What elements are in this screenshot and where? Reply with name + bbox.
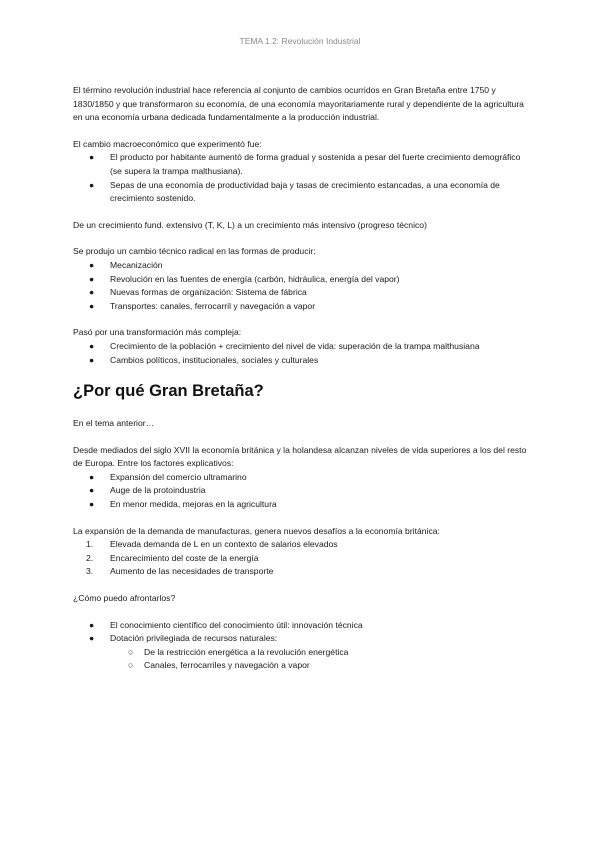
- bullet-icon: ●: [89, 485, 95, 496]
- factors-section: [73, 444, 533, 512]
- bullet-icon: ●: [89, 273, 95, 284]
- list-item: [73, 273, 533, 287]
- technical-section: [73, 245, 533, 313]
- list-item-text: Crecimiento de la población + crecimiento del nivel de vida: superación de la trampa malthusiana: [110, 340, 480, 351]
- list-item: [73, 552, 533, 566]
- list-item: [73, 538, 533, 552]
- list-item-text: Encarecimiento del coste de la energía: [110, 552, 259, 563]
- list-item: [73, 471, 533, 485]
- list-item: [73, 259, 533, 273]
- sub-list-item: [73, 659, 533, 673]
- list-item-text: Transportes: canales, ferrocarril y navegación a vapor: [110, 300, 316, 311]
- list-item: [73, 151, 533, 178]
- macro-section: [73, 138, 533, 206]
- factors-lead: Desde mediados del siglo XVII la economía británica y la holandesa alcanzan niveles de vida superiores a los del resto de Europa. Entre los factores explicativos:: [73, 444, 527, 469]
- question-line: ¿Cómo puedo afrontarlos?: [73, 593, 176, 604]
- list-item-text: Mecanización: [110, 259, 163, 270]
- hollow-bullet-icon: ○: [128, 646, 134, 657]
- list-item: [73, 498, 533, 512]
- list-item-text: De la restricción energética a la revolución energética: [144, 646, 349, 657]
- list-item-text: El producto por habitante aumentó de forma gradual y sostenida a pesar del fuerte crecimiento demográfico (se supera la trampa malthusiana).: [110, 152, 521, 176]
- list-item-text: Revolución en las fuentes de energía (carbón, hidráulica, energía del vapor): [110, 273, 400, 284]
- list-item: [73, 286, 533, 300]
- challenges-lead: La expansión de la demanda de manufacturas, genera nuevos desafíos a la economía británica:: [73, 525, 440, 536]
- list-item: [73, 484, 533, 498]
- bullet-icon: ●: [89, 300, 95, 311]
- list-number: 2.: [86, 552, 94, 563]
- sub-list-item: [73, 646, 533, 660]
- challenges-list: [73, 538, 533, 579]
- list-item-text: Aumento de las necesidades de transporte: [110, 566, 274, 577]
- bullet-icon: ●: [89, 259, 95, 270]
- list-item: [73, 354, 533, 368]
- intro-paragraph: El término revolución industrial hace referencia al conjunto de cambios ocurridos en Gran Bretaña entre 1750 y 1830/1850 y que transformaron su economía, de una economía mayoritariamente rural y dependiente de la agricultura en una economía urbana dedicada fundamentalmente a la producción industrial.: [73, 85, 524, 123]
- macro-lead: El cambio macroeconómico que experimentó fue:: [73, 138, 262, 149]
- bullet-icon: ●: [89, 152, 95, 163]
- list-item-text: En menor medida, mejoras en la agricultura: [110, 499, 277, 510]
- hollow-bullet-icon: ○: [128, 660, 134, 671]
- list-item-text: Sepas de una economía de productividad baja y tasas de crecimiento estancadas, a una economía de crecimiento sostenido.: [110, 179, 500, 204]
- list-item: [73, 632, 533, 646]
- list-item-text: El conocimiento científico del conocimiento útil: innovación técnica: [110, 619, 363, 630]
- list-item-text: Auge de la protoindustria: [110, 485, 206, 496]
- growth-line: De un crecimiento fund. extensivo (T, K, L) a un crecimiento más intensivo (progreso técnico): [73, 219, 427, 230]
- list-number: 3.: [86, 566, 94, 577]
- list-item-text: Dotación privilegiada de recursos naturales:: [110, 633, 278, 644]
- transformation-lead: Pasó por una transformación más compleja:: [73, 327, 242, 338]
- list-item: [73, 300, 533, 314]
- bullet-icon: ●: [89, 179, 95, 190]
- list-item: [73, 340, 533, 354]
- list-item-text: Canales, ferrocarriles y navegación a vapor: [144, 660, 310, 671]
- section-heading: ¿Por qué Gran Bretaña?: [73, 382, 264, 401]
- transformation-section: [73, 326, 533, 367]
- answers-list: [73, 619, 533, 673]
- list-number: 1.: [86, 539, 94, 550]
- bullet-icon: ●: [89, 340, 95, 351]
- list-item-text: Elevada demanda de L en un contexto de salarios elevados: [110, 539, 338, 550]
- list-item-text: Expansión del comercio ultramarino: [110, 471, 247, 482]
- previous-topic: En el tema anterior…: [73, 418, 155, 429]
- list-item: [73, 619, 533, 633]
- bullet-icon: ●: [89, 633, 95, 644]
- list-item: [73, 565, 533, 579]
- list-item-text: Cambios políticos, institucionales, sociales y culturales: [110, 354, 319, 365]
- bullet-icon: ●: [89, 619, 95, 630]
- page-header: TEMA 1.2: Revolución Industrial: [239, 36, 361, 46]
- technical-lead: Se produjo un cambio técnico radical en las formas de producir:: [73, 246, 316, 257]
- factors-list: [73, 471, 533, 512]
- technical-list: [73, 259, 533, 313]
- list-item-text: Nuevas formas de organización: Sistema de fábrica: [110, 287, 307, 298]
- transformation-list: [73, 340, 533, 367]
- macro-list: [73, 151, 533, 205]
- bullet-icon: ●: [89, 471, 95, 482]
- bullet-icon: ●: [89, 287, 95, 298]
- bullet-icon: ●: [89, 499, 95, 510]
- list-item: [73, 179, 533, 206]
- challenges-section: [73, 525, 533, 579]
- bullet-icon: ●: [89, 354, 95, 365]
- document-body: [73, 84, 533, 673]
